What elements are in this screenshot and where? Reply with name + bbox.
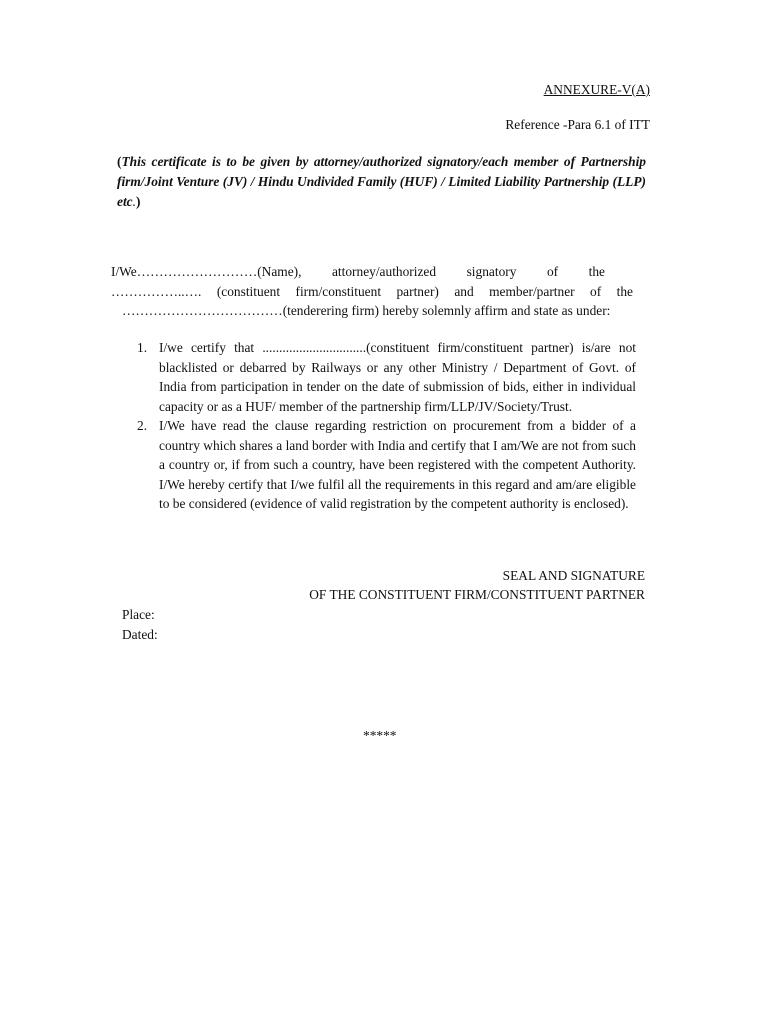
note-text: This certificate is to be given by attorney/authorized signatory/each member of Partnership firm/Joint Venture (JV) / Hindu Undivided Family (HUF) / Limited Liability Partnership (LLP) etc xyxy=(117,154,646,209)
declaration-line-2 xyxy=(111,282,633,302)
decl-word: member/partner xyxy=(489,283,575,299)
list-item-text: I/We have read the clause regarding restriction on procurement from a bidder of a country which shares a land border with India and certify that I am/We are not from such a country or, if from such a country, have been registered with the competent Authority. I/We hereby certify that I/we fulfil all the requirements in this regard and am/are eligible to be considered (evidence of valid registration by the competent authority is enclosed). xyxy=(159,418,636,511)
declaration-line-3: ………………………………(tenderering firm) hereby solemnly affirm and state as under: xyxy=(122,303,611,318)
list-item-number: 1. xyxy=(137,340,148,355)
list-item xyxy=(137,416,636,514)
declaration-paragraph xyxy=(111,262,633,321)
seal-line-1: SEAL AND SIGNATURE xyxy=(502,568,645,583)
decl-word: and xyxy=(454,283,474,299)
annexure-heading: ANNEXURE-V(A) xyxy=(543,82,650,97)
decl-word: of xyxy=(590,283,602,299)
place-dated-block xyxy=(122,605,158,644)
note-period: . xyxy=(132,194,136,209)
decl-word: ……………..…. xyxy=(111,283,202,299)
decl-word: signatory xyxy=(466,264,517,279)
decl-word: the xyxy=(588,264,605,279)
list-item-number: 2. xyxy=(137,418,148,433)
seal-signature-block xyxy=(309,567,645,604)
note-open-paren: ( xyxy=(117,154,122,169)
decl-word: of xyxy=(546,264,559,279)
seal-line-2: OF THE CONSTITUENT FIRM/CONSTITUENT PARTNER xyxy=(309,586,645,602)
declaration-line-1 xyxy=(111,262,605,282)
dated-label: Dated: xyxy=(122,626,158,642)
list-item-text: I/we certify that ...............................(constituent firm/constituent partner) is/are not blacklisted or debarred by Railways or any other Ministry / Department of Govt. of India from participation in tender on the date of submission of bids, either in individual capacity or as a HUF/ member of the partnership firm/LLP/JV/Society/Trust. xyxy=(159,340,636,414)
reference-line: Reference -Para 6.1 of ITT xyxy=(505,117,650,132)
decl-word: firm/constituent xyxy=(295,283,382,299)
decl-word: attorney/authorized xyxy=(331,264,437,279)
decl-word: the xyxy=(616,283,633,299)
place-label: Place: xyxy=(122,607,155,622)
certificate-note xyxy=(117,152,646,212)
list-item xyxy=(137,338,636,416)
note-close-paren: ) xyxy=(135,194,141,209)
decl-word: (constituent xyxy=(216,283,281,299)
decl-word: I/We………………………(Name), xyxy=(111,264,302,279)
end-stars: ***** xyxy=(363,728,397,743)
decl-word: partner) xyxy=(396,283,439,299)
certification-list xyxy=(137,338,636,514)
